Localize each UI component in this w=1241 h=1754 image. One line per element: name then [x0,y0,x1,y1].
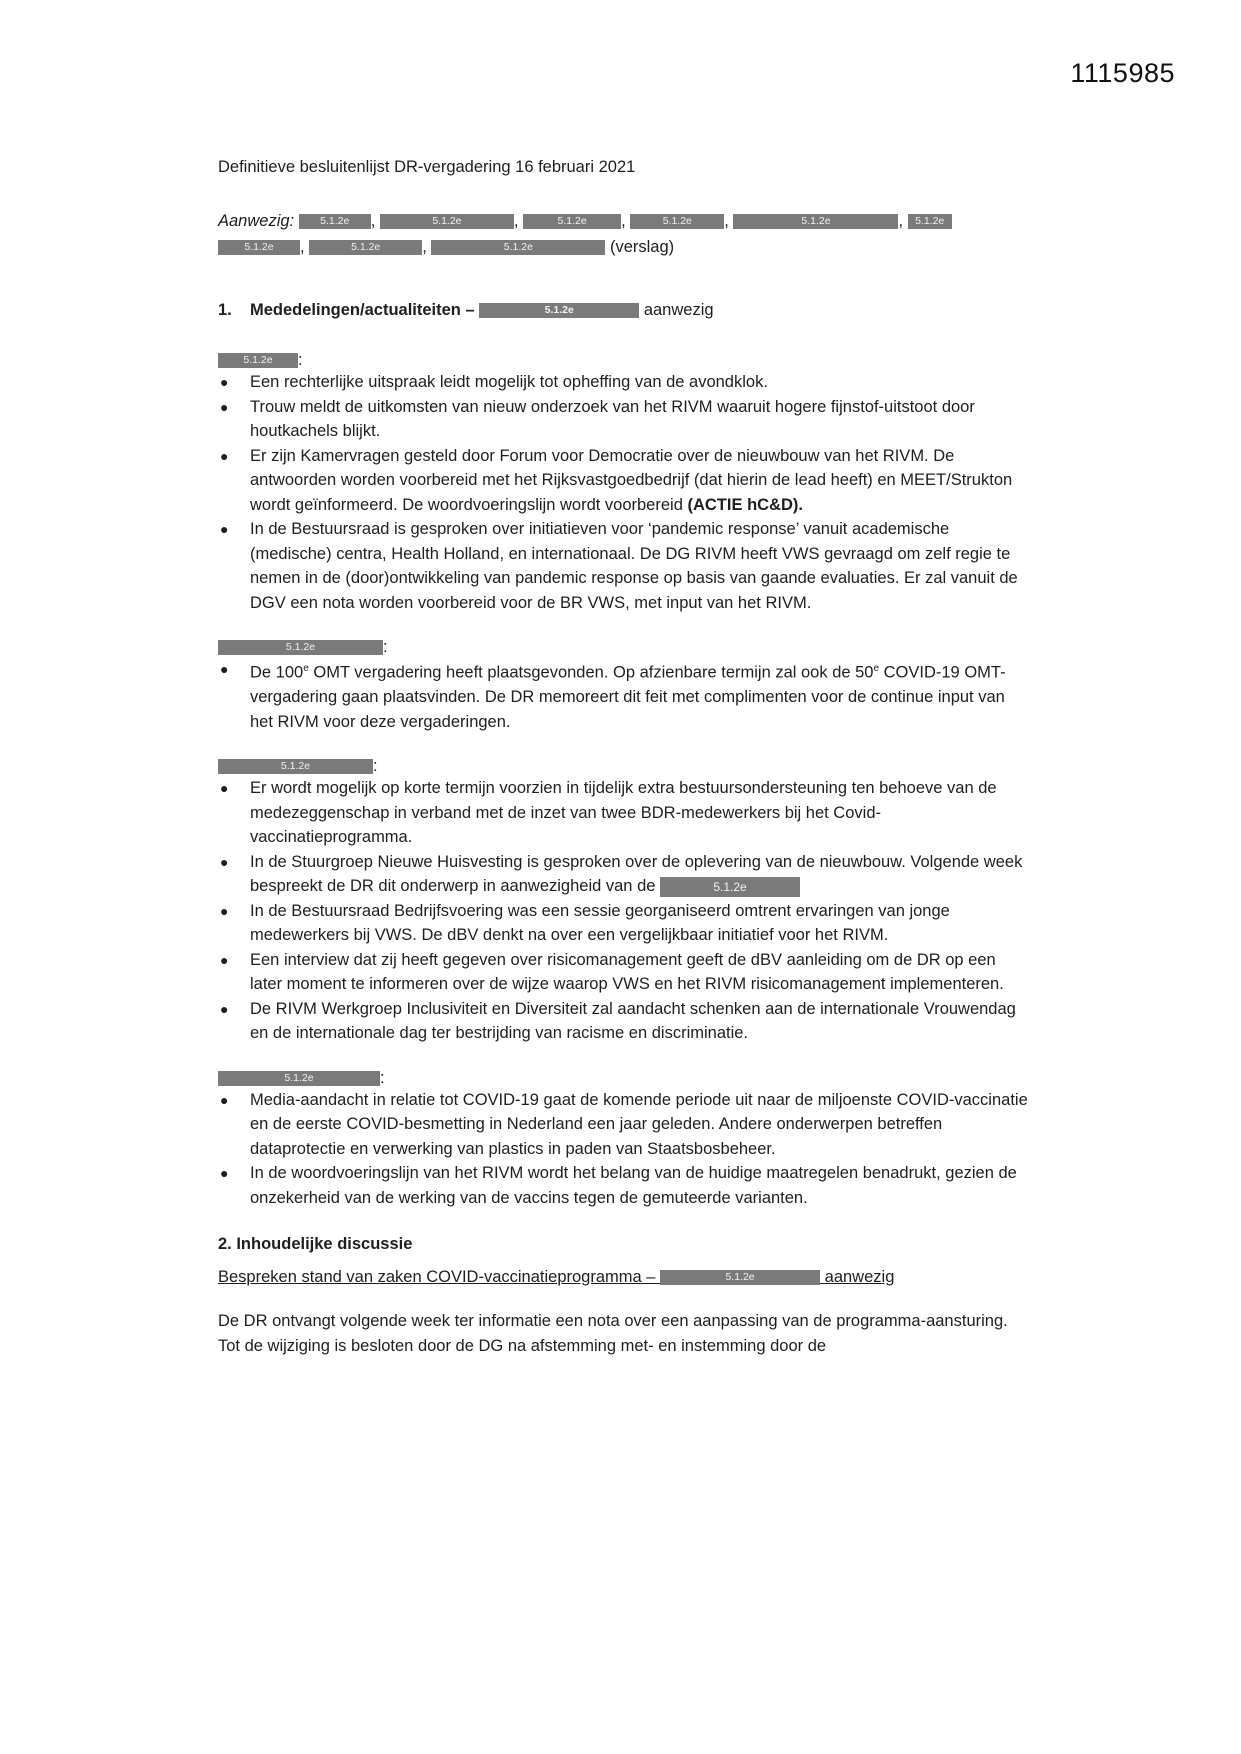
document-title: Definitieve besluitenlijst DR-vergadering 16 februari 2021 [218,158,636,176]
list-item: ● In de Bestuursraad Bedrijfsvoering was een sessie georganiseerd omtrent ervaringen van jonge medewerkers bij VWS. De dBV denkt na over een vergelijkbaar initiatief voor het RIVM. [218,899,1028,948]
redaction-box: 5.1.2e [380,214,514,229]
list-item: ● Er zijn Kamervragen gesteld door Forum voor Democratie over de nieuwbouw van het RIVM. De antwoorden worden voorbereid met het Rijksvastgoedbedrijf (dat hierin de lead heeft) en MEET/Strukton wordt geïnformeerd. De woordvoeringslijn wordt voorbereid (ACTIE hC&D). [218,444,1028,518]
section-2-paragraph: De DR ontvangt volgende week ter informatie een nota over een aanpassing van de programma-aansturing. Tot de wijziging is besloten door de DG na afstemming met- en instemming door de [218,1312,1008,1355]
colon: : [383,638,388,656]
list-item: ● De RIVM Werkgroep Inclusiviteit en Diversiteit zal aandacht schenken aan de internationale Vrouwendag en de internationale dag ter bestrijding van racisme en discriminatie. [218,997,1028,1046]
list-item: ● Een rechterlijke uitspraak leidt mogelijk tot opheffing van de avondklok. [218,370,1028,395]
redaction-box: 5.1.2e [479,303,639,318]
attendance-list [218,208,1028,260]
bullet-list [218,776,1028,1046]
separator: , [898,211,904,230]
section-number: 1. [218,300,232,319]
redaction-box: 5.1.2e [908,214,952,229]
bullet-list [218,1088,1028,1211]
group-speaker [218,350,1028,370]
bullet-icon: ● [220,780,229,796]
announcement-group-2 [218,637,1028,734]
bullet-icon: ● [220,1091,229,1108]
document-body [218,155,1028,1358]
bullet-list [218,657,1028,734]
list-item: ● In de Stuurgroep Nieuwe Huisvesting is gesproken over de oplevering van de nieuwbouw. Volgende week bespreekt de DR dit onderwerp in aanwezigheid van de 5.1.2e [218,850,1028,899]
attendance-suffix: (verslag) [609,237,675,256]
bullet-icon: ● [220,661,229,677]
redaction-box: 5.1.2e [660,1270,820,1285]
section-2-subtitle: Bespreken stand van zaken COVID-vaccinatieprogramma – 5.1.2e aanwezig [218,1267,895,1286]
redaction-box: 5.1.2e [218,1071,380,1086]
redaction-box: 5.1.2e [309,240,422,255]
separator: , [724,211,729,230]
separator: , [422,237,427,256]
section-1-heading [218,298,1028,323]
list-item: ● Media-aandacht in relatie tot COVID-19 gaat de komende periode uit naar de miljoenste COVID-vaccinatie en de eerste COVID-besmetting in Nederland een jaar geleden. Andere onderwerpen betreffen dataprotectie en verwerking van plastics in paden van Staatsbosbeheer. [218,1088,1028,1162]
bullet-list [218,370,1028,615]
bullet-icon: ● [220,374,229,390]
bullet-icon: ● [220,951,229,968]
list-item: ● Er wordt mogelijk op korte termijn voorzien in tijdelijk extra bestuursondersteuning ten behoeve van de medezeggenschap in verband met de inzet van twee BDR-medewerkers bij het Covid-vaccinatieprogramma. [218,776,1028,850]
bullet-icon: ● [220,1165,229,1181]
list-item: ● In de Bestuursraad is gesproken over initiatieven voor ‘pandemic response’ vanuit academische (medische) centra, Health Holland, en internationaal. De DG RIVM heeft VWS gevraagd om zelf regie te nemen in de (door)ontwikkeling van pandemic response op basis van gaande evaluaties. Er zal vanuit de DGV een nota worden voorbereid voor de BR VWS, met input van het RIVM. [218,517,1028,615]
separator: , [513,211,519,230]
group-speaker [218,756,1028,776]
bullet-icon: ● [220,853,229,870]
colon: : [373,757,378,775]
section-title: Mededelingen/actualiteiten – [250,300,475,319]
redaction-box: 5.1.2e [218,640,383,655]
redaction-box: 5.1.2e [218,240,300,255]
redaction-box: 5.1.2e [218,759,373,774]
announcement-group-3 [218,756,1028,1046]
separator: , [370,211,376,230]
separator: , [621,211,626,230]
separator: , [300,237,305,256]
bullet-icon: ● [220,521,229,537]
redaction-box: 5.1.2e [630,214,724,229]
list-item: ● In de woordvoeringslijn van het RIVM wordt het belang van de huidige maatregelen benadrukt, gezien de onzekerheid van de werking van de vaccins tegen de gemuteerde varianten. [218,1161,1028,1210]
bullet-icon: ● [220,1000,229,1017]
group-speaker [218,1068,1028,1088]
redaction-box: 5.1.2e [431,240,605,255]
list-item: ● Een interview dat zij heeft gegeven over risicomanagement geeft de dBV aanleiding om de DR op een later moment te informeren over de wijze waarop VWS en het RIVM risicomanagement implementeren. [218,948,1028,997]
redaction-box: 5.1.2e [523,214,621,229]
section-tail: aanwezig [643,300,714,319]
announcement-group-4 [218,1068,1028,1211]
document-number: 1115985 [1070,58,1175,88]
bullet-icon: ● [220,398,229,415]
colon: : [380,1068,385,1087]
colon: : [298,351,303,369]
section-2-heading: 2. Inhoudelijke discussie [218,1235,413,1253]
list-item: ● De 100e OMT vergadering heeft plaatsgevonden. Op afzienbare termijn zal ook de 50e COVID-19 OMT-vergadering gaan plaatsvinden. De DR memoreert dit feit met complimenten voor de continue input van het RIVM voor deze vergaderingen. [218,657,1028,734]
redaction-box: 5.1.2e [299,214,371,229]
group-speaker [218,637,1028,657]
redaction-box: 5.1.2e [660,877,800,897]
action-label: (ACTIE hC&D). [687,495,803,514]
announcement-group-1 [218,350,1028,615]
bullet-icon: ● [220,447,229,464]
bullet-icon: ● [220,902,229,919]
redaction-box: 5.1.2e [733,214,898,229]
attendance-label: Aanwezig: [218,211,295,230]
list-item: ● Trouw meldt de uitkomsten van nieuw onderzoek van het RIVM waaruit hogere fijnstof-uitstoot door houtkachels blijkt. [218,395,1028,444]
redaction-box: 5.1.2e [218,353,298,368]
